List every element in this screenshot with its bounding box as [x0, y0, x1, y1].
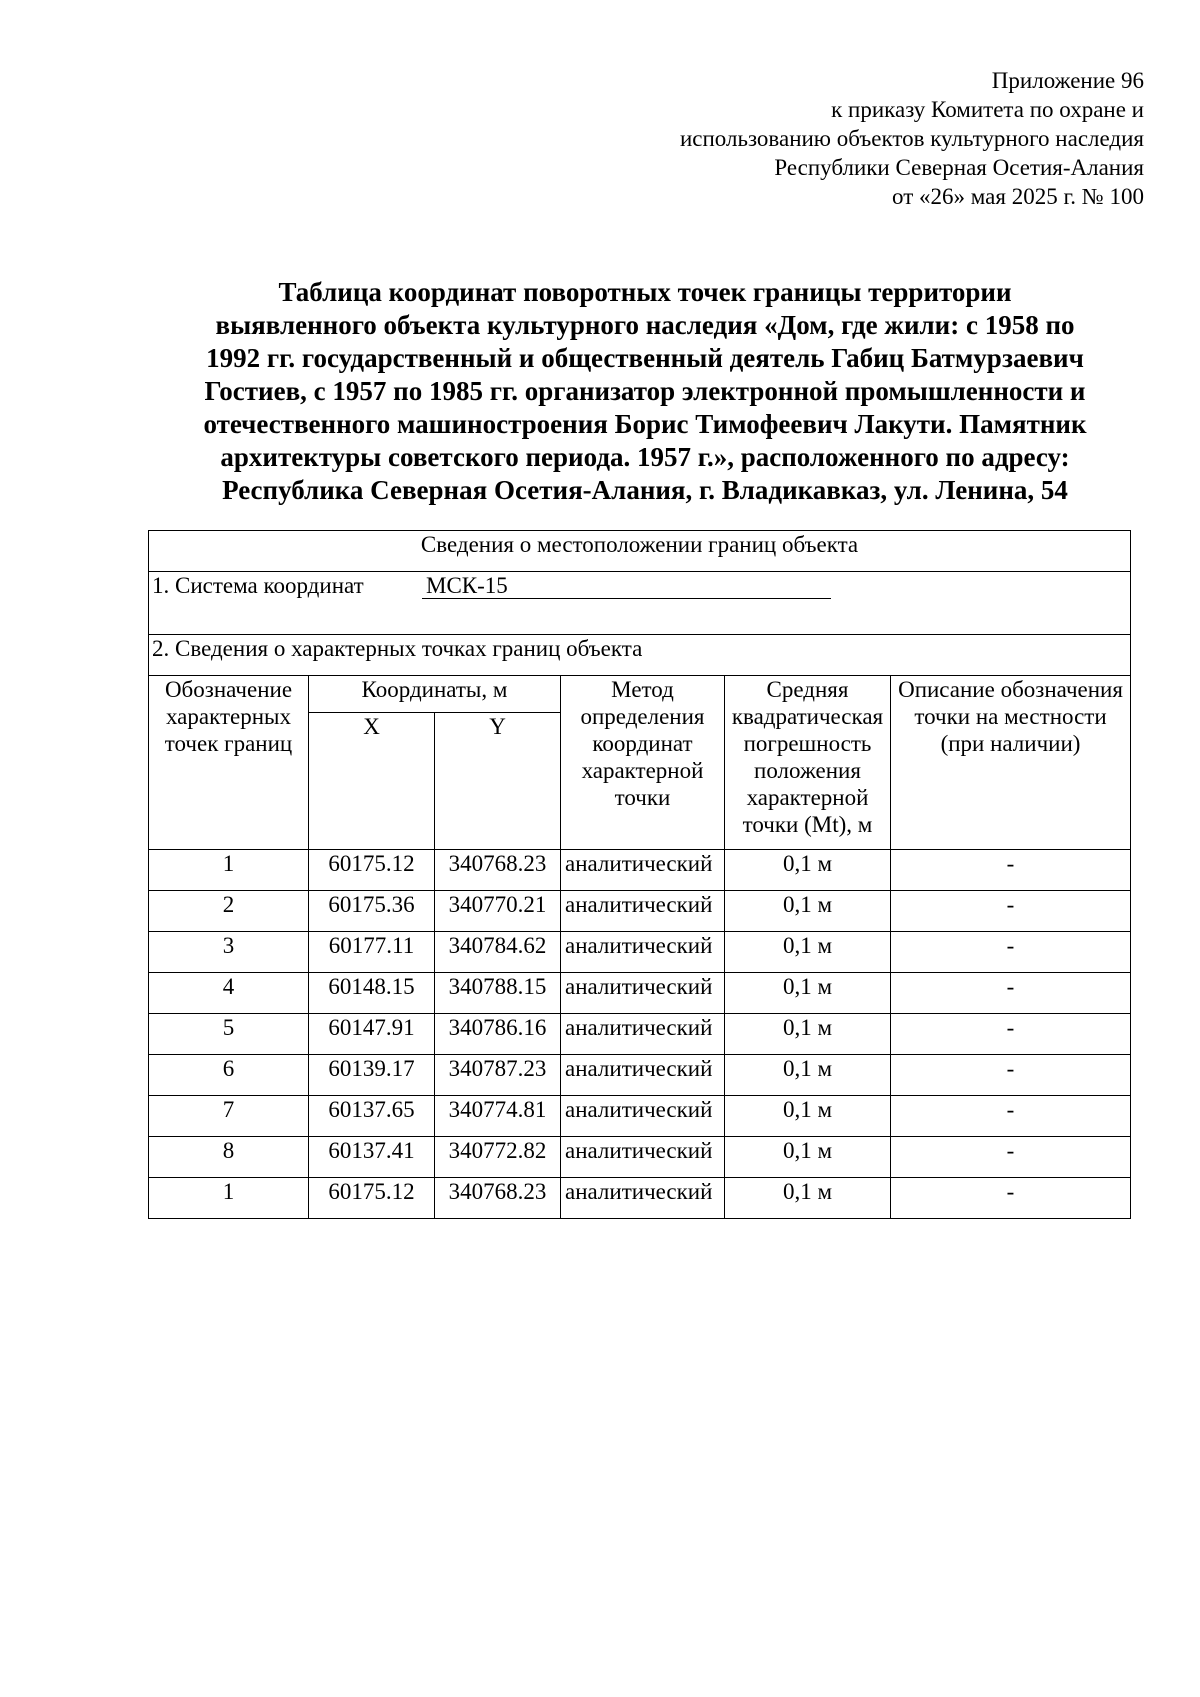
point-description: - — [891, 1055, 1131, 1096]
method: аналитический — [561, 891, 725, 932]
coord-y: 340768.23 — [435, 1178, 561, 1219]
coord-x: 60177.11 — [309, 932, 435, 973]
coord-x: 60175.12 — [309, 1178, 435, 1219]
table-row — [149, 1178, 1131, 1219]
title-line: архитектуры советского периода. 1957 г.», расположенного по адресу: — [220, 442, 1070, 472]
col-designation-header: Обозначение характерных точек границ — [149, 676, 309, 850]
table-row — [149, 850, 1131, 891]
point-number: 4 — [149, 973, 309, 1014]
appendix-line: к приказу Комитета по охране и — [831, 97, 1144, 122]
col-error-header: Средняя квадратическая погрешность положения характерной точки (Mt), м — [725, 676, 891, 850]
col-x-header: X — [309, 713, 435, 850]
point-description: - — [891, 1014, 1131, 1055]
method: аналитический — [561, 932, 725, 973]
point-description: - — [891, 1178, 1131, 1219]
table-row — [149, 891, 1131, 932]
mean-error: 0,1 м — [725, 1014, 891, 1055]
mean-error: 0,1 м — [725, 932, 891, 973]
point-number: 1 — [149, 850, 309, 891]
coord-y: 340787.23 — [435, 1055, 561, 1096]
method: аналитический — [561, 1014, 725, 1055]
table-row — [149, 1014, 1131, 1055]
method: аналитический — [561, 973, 725, 1014]
table-row — [149, 1096, 1131, 1137]
col-coords-header: Координаты, м — [309, 676, 561, 713]
mean-error: 0,1 м — [725, 1178, 891, 1219]
point-number: 6 — [149, 1055, 309, 1096]
method: аналитический — [561, 1055, 725, 1096]
point-description: - — [891, 891, 1131, 932]
coord-x: 60139.17 — [309, 1055, 435, 1096]
method: аналитический — [561, 1178, 725, 1219]
col-description-header: Описание обозначения точки на местности (при наличии) — [891, 676, 1131, 850]
point-number: 7 — [149, 1096, 309, 1137]
method: аналитический — [561, 1096, 725, 1137]
appendix-line: использованию объектов культурного наследия — [679, 126, 1144, 151]
mean-error: 0,1 м — [725, 850, 891, 891]
mean-error: 0,1 м — [725, 1096, 891, 1137]
table-header: Сведения о местоположении границ объекта — [149, 531, 1131, 572]
coord-x: 60147.91 — [309, 1014, 435, 1055]
method: аналитический — [561, 1137, 725, 1178]
title-line: Гостиев, с 1957 по 1985 гг. организатор электронной промышленности и — [204, 376, 1086, 406]
appendix-line: Республики Северная Осетия-Алания — [774, 155, 1144, 180]
title-line: 1992 гг. государственный и общественный деятель Габиц Батмурзаевич — [206, 343, 1084, 373]
coord-system-label: 1. Система координат — [152, 573, 364, 598]
mean-error: 0,1 м — [725, 973, 891, 1014]
coord-x: 60137.41 — [309, 1137, 435, 1178]
coord-y: 340774.81 — [435, 1096, 561, 1137]
coord-y: 340788.15 — [435, 973, 561, 1014]
point-number: 3 — [149, 932, 309, 973]
coordinates-table — [148, 530, 1131, 1219]
coord-system-cell — [149, 572, 1131, 635]
coord-y: 340768.23 — [435, 850, 561, 891]
mean-error: 0,1 м — [725, 891, 891, 932]
coord-y: 340770.21 — [435, 891, 561, 932]
mean-error: 0,1 м — [725, 1137, 891, 1178]
point-description: - — [891, 850, 1131, 891]
title-line: Таблица координат поворотных точек границы территории — [278, 277, 1012, 307]
point-description: - — [891, 932, 1131, 973]
coord-x: 60175.36 — [309, 891, 435, 932]
mean-error: 0,1 м — [725, 1055, 891, 1096]
coord-x: 60175.12 — [309, 850, 435, 891]
appendix-block — [544, 66, 1144, 211]
coord-y: 340786.16 — [435, 1014, 561, 1055]
coord-y: 340784.62 — [435, 932, 561, 973]
document-title — [150, 276, 1140, 507]
col-method-header: Метод определения координат характерной точки — [561, 676, 725, 850]
point-number: 2 — [149, 891, 309, 932]
method: аналитический — [561, 850, 725, 891]
title-line: отечественного машиностроения Борис Тимофеевич Лакути. Памятник — [203, 409, 1087, 439]
point-description: - — [891, 1096, 1131, 1137]
coord-y: 340772.82 — [435, 1137, 561, 1178]
table-row — [149, 973, 1131, 1014]
appendix-line: от «26» мая 2025 г. № 100 — [892, 184, 1144, 209]
title-line: Республика Северная Осетия-Алания, г. Владикавказ, ул. Ленина, 54 — [222, 475, 1068, 505]
table-row — [149, 932, 1131, 973]
point-number: 8 — [149, 1137, 309, 1178]
appendix-line: Приложение 96 — [991, 68, 1144, 93]
point-description: - — [891, 1137, 1131, 1178]
point-number: 1 — [149, 1178, 309, 1219]
table-row — [149, 1137, 1131, 1178]
point-number: 5 — [149, 1014, 309, 1055]
table-row — [149, 1055, 1131, 1096]
col-y-header: Y — [435, 713, 561, 850]
section2-label: 2. Сведения о характерных точках границ объекта — [149, 635, 1131, 676]
coord-x: 60148.15 — [309, 973, 435, 1014]
title-line: выявленного объекта культурного наследия «Дом, где жили: с 1958 по — [215, 310, 1075, 340]
coord-x: 60137.65 — [309, 1096, 435, 1137]
coord-system-value: МСК-15 — [422, 574, 831, 599]
point-description: - — [891, 973, 1131, 1014]
